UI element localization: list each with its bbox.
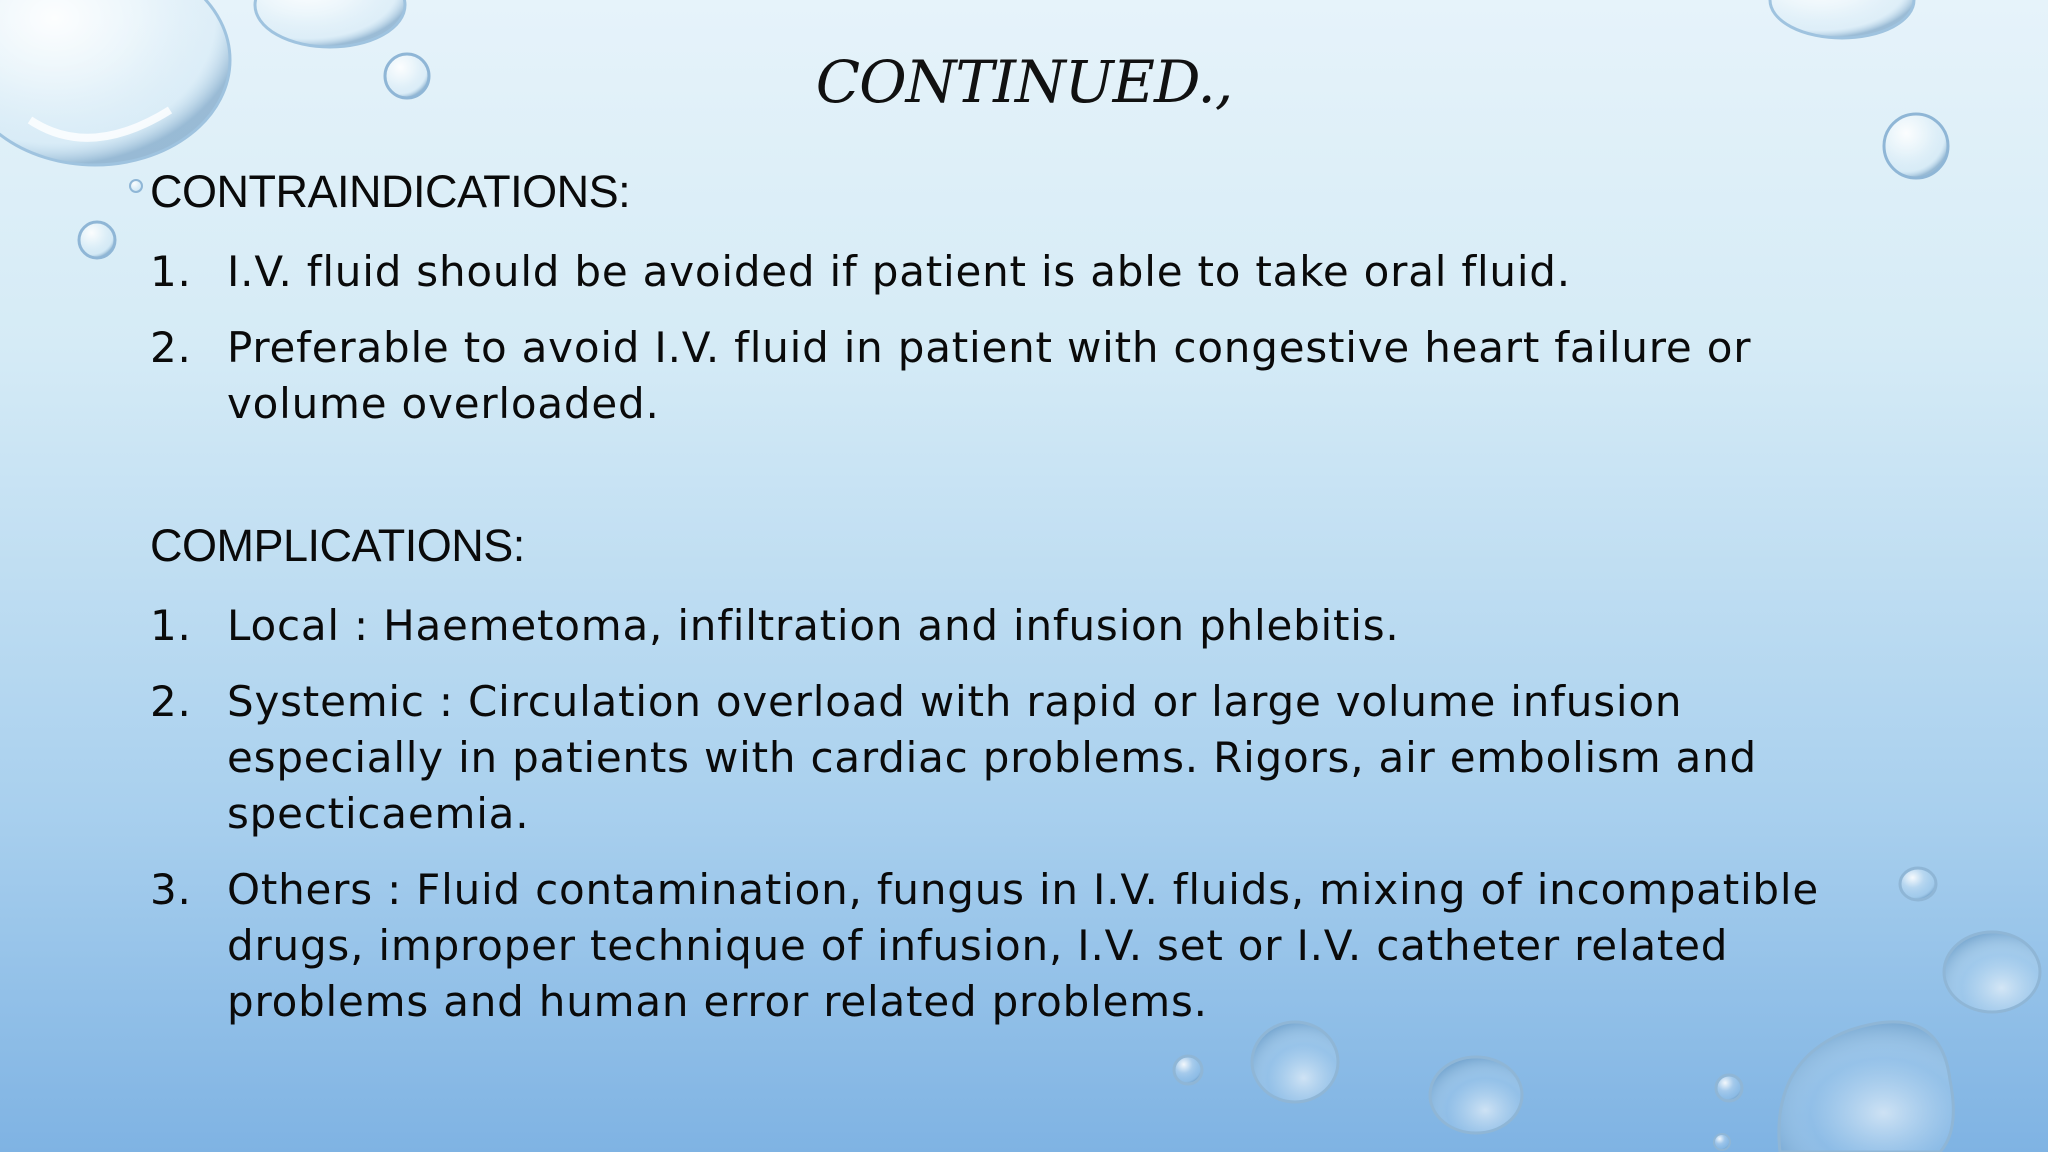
section-heading: COMPLICATIONS: xyxy=(150,520,525,571)
list-item xyxy=(150,674,1850,842)
contraindications-section xyxy=(150,160,1850,432)
list-item xyxy=(150,320,1850,432)
list-item-text: Preferable to avoid I.V. fluid in patient with congestive heart failure or volume overloaded. xyxy=(227,323,1752,428)
list-item xyxy=(150,244,1850,300)
droplet-icon xyxy=(79,222,115,258)
list-item-text: Local : Haemetoma, infiltration and infusion phlebitis. xyxy=(227,601,1400,650)
droplet-icon xyxy=(255,0,405,47)
droplet-icon xyxy=(1714,1134,1730,1150)
list-number: 1. xyxy=(150,601,192,650)
droplet-icon xyxy=(1884,114,1948,178)
list-item-text: Others : Fluid contamination, fungus in I.V. fluids, mixing of incompatible drugs, improper technique of infusion, I.V. set or I.V. catheter related problems and human error related problems. xyxy=(227,865,1819,1026)
section-heading: CONTRAINDICATIONS: xyxy=(150,166,631,217)
droplet-icon xyxy=(1174,1056,1202,1084)
slide-content xyxy=(150,160,1850,1030)
list-number: 1. xyxy=(150,247,192,296)
droplet-icon xyxy=(1716,1075,1742,1101)
list-item xyxy=(150,598,1850,654)
droplet-icon xyxy=(1779,1022,1953,1152)
complications-list xyxy=(150,598,1850,1030)
droplet-icon xyxy=(1430,1057,1522,1133)
list-item-text: Systemic : Circulation overload with rapid or large volume infusion especially in patients with cardiac problems. Rigors, air embolism and specticaemia. xyxy=(227,677,1757,838)
list-item-text: I.V. fluid should be avoided if patient is able to take oral fluid. xyxy=(227,247,1571,296)
list-number: 2. xyxy=(150,677,192,726)
contraindications-list xyxy=(150,244,1850,432)
complications-section xyxy=(150,514,1850,1030)
droplet-icon xyxy=(1252,1022,1338,1102)
droplet-icon xyxy=(1900,868,1936,900)
droplet-icon xyxy=(130,180,142,192)
droplet-icon xyxy=(1944,932,2040,1012)
droplet-icon xyxy=(1770,0,1914,38)
slide-title: CONTINUED., xyxy=(815,48,1233,116)
list-number: 2. xyxy=(150,323,192,372)
list-number: 3. xyxy=(150,865,192,914)
list-item xyxy=(150,862,1850,1030)
